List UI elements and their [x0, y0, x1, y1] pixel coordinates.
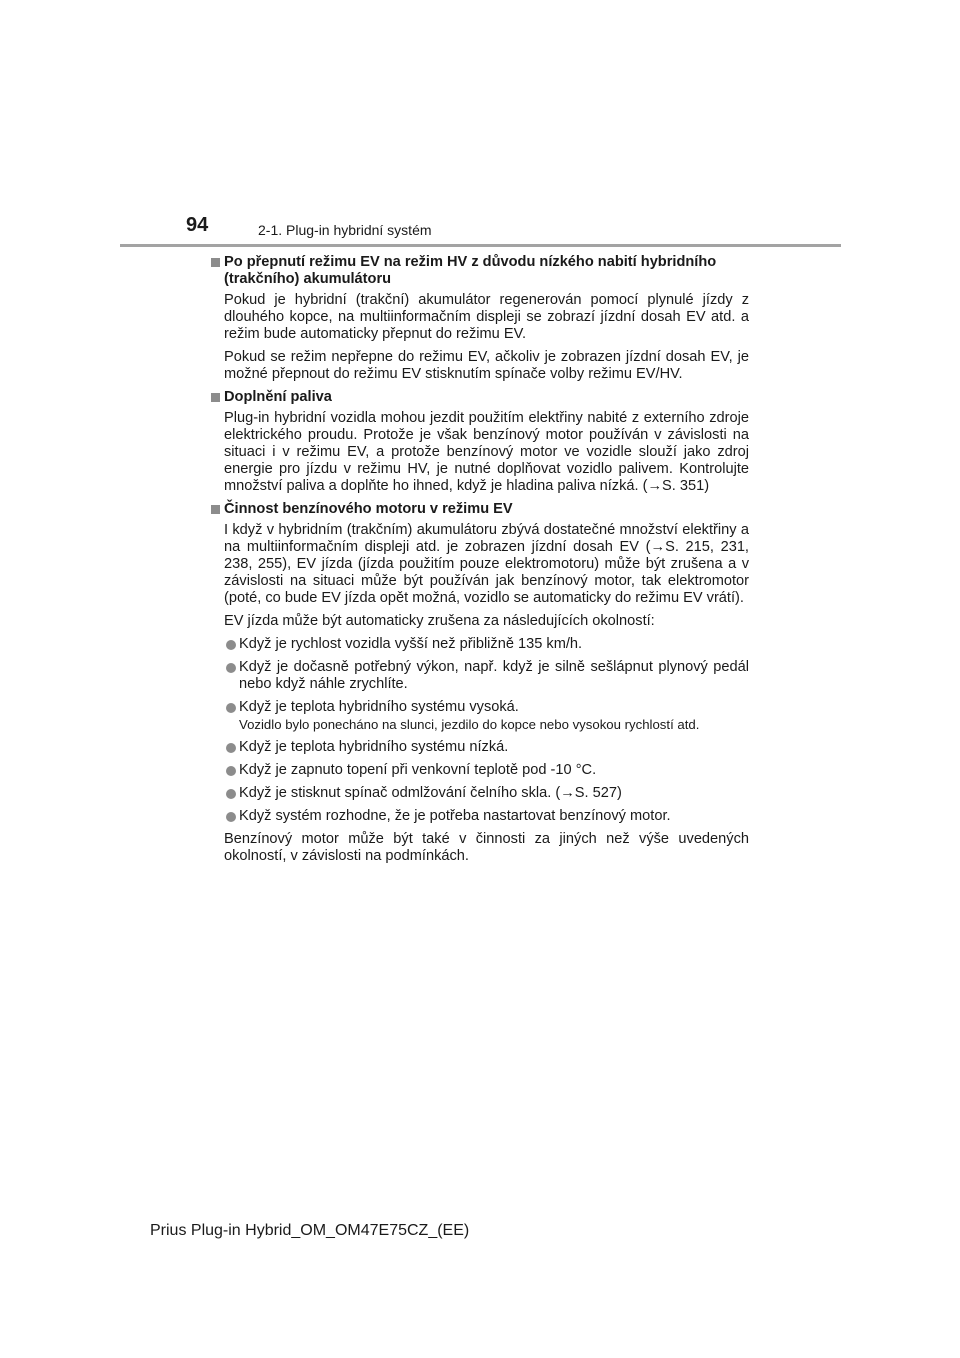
list-item-text: Když je dočasně potřebný výkon, např. když je silně sešlápnut plynový pedál nebo když náhle zrychlíte. — [239, 659, 749, 692]
square-bullet-icon — [211, 393, 220, 402]
list-item — [224, 699, 749, 733]
paragraph: Plug-in hybridní vozidla mohou jezdit použitím elektřiny nabité z externího zdroje elektrického proudu. Protože je však benzínový motor používán v závislosti na situaci i v režimu EV, a protože benzínový motor ve vozidle slouží jako zdroj energie pro jízdu v režimu HV, je nutné doplňovat vozidlo palivem. Kontrolujte množství paliva a doplňte ho ihned, když je hladina paliva nízká. (→S. 351) — [224, 410, 749, 494]
round-bullet-icon — [226, 703, 236, 713]
list-item — [224, 739, 749, 756]
content — [209, 254, 749, 871]
list-item — [224, 636, 749, 653]
header-rule — [120, 244, 841, 247]
round-bullet-icon — [226, 789, 236, 799]
paragraph: Pokud je hybridní (trakční) akumulátor regenerován pomocí plynulé jízdy z dlouhého kopce, na multiinformačním displeji se zobrazí jízdní dosah EV atd. a režim bude automaticky přepnut do režimu EV. — [224, 292, 749, 342]
list-item-text: Když je rychlost vozidla vyšší než přibližně 135 km/h. — [239, 636, 583, 652]
section-heading — [209, 254, 749, 288]
round-bullet-icon — [226, 812, 236, 822]
section-heading-text: Doplnění paliva — [224, 389, 332, 405]
list-item — [224, 762, 749, 779]
paragraph: I když v hybridním (trakčním) akumulátoru zbývá dostatečné množství elektřiny a na multiinformačním displeji atd. je zobrazen jízdní dosah EV (→S. 215, 231, 238, 255), EV jízda (jízda použitím pouze elektromotoru) může být zrušena a v závislosti na situaci může být používán jak benzínový motor, tak elektromotor (poté, co bude EV jízda opět možná, vozidlo se automaticky do režimu EV vrátí). — [224, 522, 749, 606]
footer-document-id: Prius Plug-in Hybrid_OM_OM47E75CZ_(EE) — [150, 1222, 470, 1239]
list-item — [224, 659, 749, 693]
round-bullet-icon — [226, 766, 236, 776]
list-item-note: Vozidlo bylo ponecháno na slunci, jezdilo do kopce nebo vysokou rychlostí atd. — [239, 717, 700, 732]
section-heading-text: Po přepnutí režimu EV na režim HV z důvodu nízkého nabití hybridního (trakčního) akumulátoru — [224, 254, 717, 287]
square-bullet-icon — [211, 258, 220, 267]
paragraph: Benzínový motor může být také v činnosti za jiných než výše uvedených okolností, v závislosti na podmínkách. — [224, 831, 749, 864]
paragraph: Pokud se režim nepřepne do režimu EV, ačkoliv je zobrazen jízdní dosah EV, je možné přepnout do režimu EV stisknutím spínače volby režimu EV/HV. — [224, 349, 749, 382]
list-item-text: Když je teplota hybridního systému nízká. — [239, 739, 509, 755]
square-bullet-icon — [211, 505, 220, 514]
condition-list — [224, 636, 749, 825]
list-item-text: Když je teplota hybridního systému vysoká. — [239, 699, 519, 715]
list-item-text: Když je zapnuto topení při venkovní teplotě pod -10 °C. — [239, 762, 597, 778]
section-heading — [209, 501, 749, 518]
section-refueling — [209, 389, 749, 495]
section-heading-text: Činnost benzínového motoru v režimu EV — [224, 501, 513, 517]
page-number: 94 — [186, 214, 209, 236]
list-item — [224, 785, 749, 802]
list-item — [224, 808, 749, 825]
list-item-text: Když je stisknut spínač odmlžování čelního skla. (→S. 527) — [239, 785, 622, 801]
section-heading — [209, 389, 749, 406]
round-bullet-icon — [226, 743, 236, 753]
section-ev-to-hv — [209, 254, 749, 383]
section-engine-in-ev-mode — [209, 501, 749, 865]
round-bullet-icon — [226, 640, 236, 650]
section-title: 2-1. Plug-in hybridní systém — [258, 222, 432, 238]
paragraph: EV jízda může být automaticky zrušena za následujících okolností: — [224, 613, 655, 629]
round-bullet-icon — [226, 663, 236, 673]
list-item-text: Když systém rozhodne, že je potřeba nastartovat benzínový motor. — [239, 808, 671, 824]
